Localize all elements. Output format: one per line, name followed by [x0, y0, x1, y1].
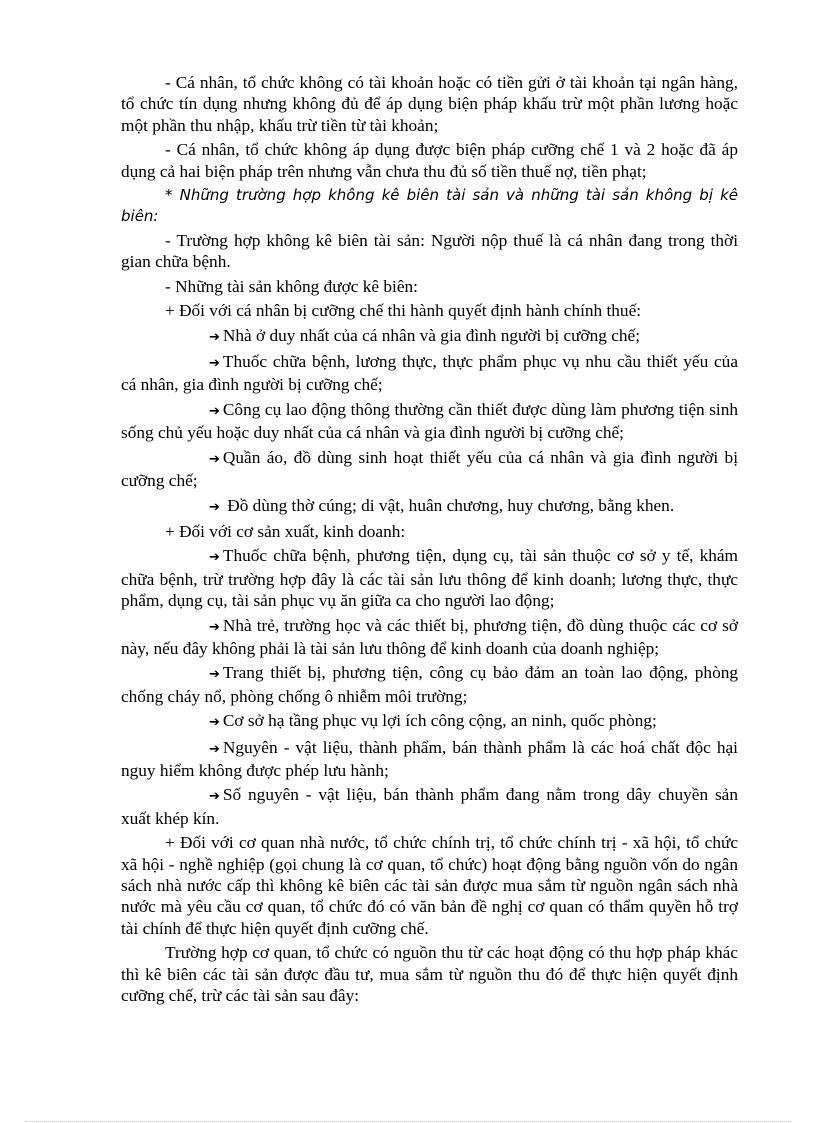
paragraph [121, 495, 738, 518]
document-body [121, 72, 738, 1009]
paragraph-text: * Những trường hợp không kê biên tài sản và những tài sản không bị kê biên: [121, 186, 738, 226]
paragraph-text: - Cá nhân, tổ chức không áp dụng được biện pháp cưỡng chế 1 và 2 hoặc đã áp dụng cả hai biện pháp trên nhưng vẫn chưa thu đủ số tiền thuế nợ, tiền phạt; [121, 140, 738, 181]
paragraph-text: Quần áo, đồ dùng sinh hoạt thiết yếu của cá nhân và gia đình người bị cưỡng chế; [121, 447, 738, 491]
page-bottom-divider [25, 1121, 791, 1122]
paragraph-text: Trường hợp cơ quan, tổ chức có nguồn thu từ các hoạt động có thu hợp pháp khác thì kê biên các tài sản được đầu tư, mua sắm từ nguồn thu đó để thực hiện quyết định cưỡng chế, trừ các tài sản sau đây: [121, 943, 738, 1006]
paragraph [121, 521, 738, 542]
arrow-right-icon: ➔ [209, 741, 220, 757]
arrow-right-icon: ➔ [209, 451, 220, 467]
paragraph-text: Cơ sở hạ tầng phục vụ lợi ích công cộng, an ninh, quốc phòng; [222, 711, 657, 731]
paragraph [121, 832, 738, 939]
paragraph-text: Nguyên - vật liệu, thành phẩm, bán thành phẩm là các hoá chất độc hại nguy hiểm không được phép lưu hành; [121, 737, 738, 780]
arrow-right-icon: ➔ [209, 789, 220, 805]
arrow-right-icon: ➔ [209, 550, 220, 566]
arrow-right-icon: ➔ [209, 403, 220, 419]
paragraph [121, 662, 738, 707]
paragraph-text: Thuốc chữa bệnh, lương thực, thực phẩm phục vụ nhu cầu thiết yếu của cá nhân, gia đình người bị cưỡng chế; [121, 352, 738, 395]
paragraph [121, 615, 738, 660]
paragraph [121, 784, 738, 829]
paragraph [121, 139, 738, 182]
paragraph [121, 72, 738, 136]
paragraph [121, 447, 738, 492]
arrow-right-icon: ➔ [209, 715, 220, 731]
paragraph-text: Thuốc chữa bệnh, phương tiện, dụng cụ, tài sản thuộc cơ sở y tế, khám chữa bệnh, trừ trường hợp đây là các tài sản lưu thông để kinh doanh; lương thực, thực phẩm, dụng cụ, tài sản phục vụ ăn giữa ca cho người lao động; [121, 546, 738, 611]
paragraph-text: - Cá nhân, tổ chức không có tài khoản hoặc có tiền gửi ở tài khoản tại ngân hàng, tổ chức tín dụng nhưng không đủ để áp dụng biện pháp khấu trừ một phần lương hoặc một phần thu nhập, khấu trừ tiền từ tài khoản; [121, 73, 738, 135]
arrow-right-icon: ➔ [209, 619, 220, 635]
paragraph [121, 942, 738, 1006]
paragraph-text: Đồ dùng thờ cúng; di vật, huân chương, huy chương, bằng khen. [222, 495, 675, 515]
arrow-right-icon: ➔ [209, 499, 220, 515]
arrow-right-icon: ➔ [209, 356, 220, 372]
paragraph-text: + Đối với cá nhân bị cưỡng chế thi hành quyết định hành chính thuế: [165, 301, 642, 321]
paragraph-text: Công cụ lao động thông thường cần thiết được dùng làm phương tiện sinh sống chủ yếu hoặc duy nhất của cá nhân và gia đình người bị cưỡng chế; [121, 399, 738, 443]
paragraph-text: Nhà trẻ, trường học và các thiết bị, phương tiện, đồ dùng thuộc các cơ sở này, nếu đây không phải là tài sản lưu thông để kinh doanh của doanh nghiệp; [121, 615, 738, 658]
paragraph [121, 399, 738, 444]
paragraph-text: - Trường hợp không kê biên tài sản: Người nộp thuế là cá nhân đang trong thời gian chữa bệnh. [121, 231, 738, 272]
arrow-right-icon: ➔ [209, 329, 220, 345]
paragraph-text: Số nguyên - vật liệu, bán thành phẩm đang nằm trong dây chuyền sản xuất khép kín. [121, 785, 738, 828]
paragraph-text: + Đối với cơ quan nhà nước, tổ chức chính trị, tổ chức chính trị - xã hội, tổ chức xã hội - nghề nghiệp (gọi chung là cơ quan, tổ chức) hoạt động bằng nguồn vốn do ngân sách nhà nước cấp thì không kê biên các tài sản được mua sắm từ nguồn ngân sách nhà nước mà yêu cầu cơ quan, tổ chức đó có văn bản đề nghị cơ quan có thẩm quyền hỗ trợ tài chính để thực hiện quyết định cưỡng chế. [121, 833, 738, 938]
paragraph [121, 300, 738, 321]
paragraph-text: + Đối với cơ sản xuất, kinh doanh: [165, 521, 406, 541]
paragraph [121, 545, 738, 611]
paragraph [121, 185, 738, 227]
paragraph [121, 230, 738, 273]
paragraph-text: - Những tài sản không được kê biên: [165, 276, 418, 296]
paragraph-text: Trang thiết bị, phương tiện, công cụ bảo đảm an toàn lao động, phòng chống cháy nổ, phòng chống ô nhiễm môi trường; [121, 663, 738, 706]
paragraph-text: Nhà ở duy nhất của cá nhân và gia đình người bị cưỡng chế; [222, 325, 641, 345]
paragraph [121, 276, 738, 297]
paragraph [121, 710, 738, 733]
paragraph [121, 737, 738, 782]
paragraph [121, 325, 738, 348]
paragraph [121, 351, 738, 396]
arrow-right-icon: ➔ [209, 667, 220, 683]
